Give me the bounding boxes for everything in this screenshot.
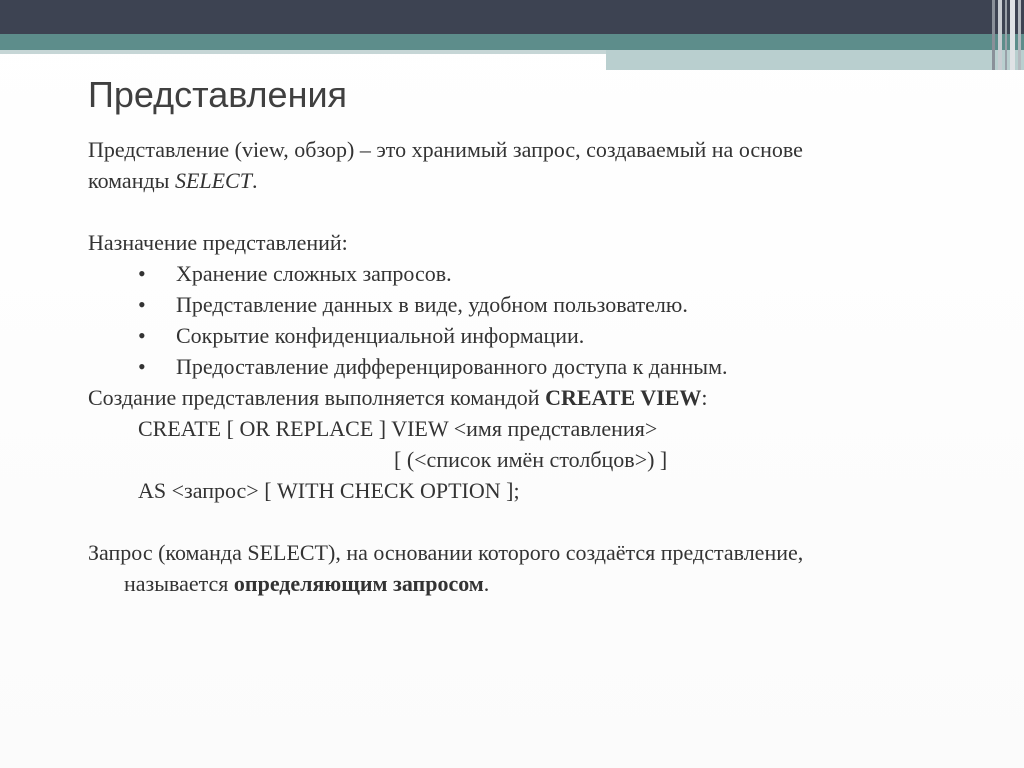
header-light-band-right	[606, 50, 1024, 70]
bullet-dot: •	[138, 261, 146, 286]
bullet-item	[88, 258, 968, 289]
bullet-item	[88, 320, 968, 351]
bullet-item	[88, 351, 968, 382]
definition-period: .	[251, 168, 258, 193]
note-line-2	[88, 568, 968, 599]
spacer	[88, 506, 968, 537]
corner-stripes-decoration	[992, 0, 1024, 70]
create-view-keyword: CREATE VIEW	[545, 385, 702, 410]
defining-query-term: определяющим запросом	[233, 571, 484, 596]
note-line-1: Запрос (команда SELECT), на основании которого создаётся представление,	[88, 540, 804, 565]
bullet-dot: •	[138, 323, 146, 348]
slide-title: Представления	[88, 74, 348, 115]
bullet-dot: •	[138, 292, 146, 317]
definition-line-1: Представление (view, обзор) – это хранимый запрос, создаваемый на основе	[88, 137, 803, 162]
header-light-band-left	[0, 50, 606, 54]
definition-text: команды	[88, 168, 175, 193]
syntax-line-2: [ (<список имён столбцов>) ]	[394, 447, 668, 472]
creation-colon: :	[701, 385, 708, 410]
creation-intro	[88, 382, 968, 413]
select-keyword: SELECT	[174, 168, 252, 193]
syntax-line-1: CREATE [ OR REPLACE ] VIEW <имя представления>	[138, 416, 658, 441]
slide-body	[88, 134, 968, 599]
header-teal-band	[0, 34, 1024, 50]
bullet-text: Хранение сложных запросов.	[176, 261, 452, 286]
bullet-text: Предоставление дифференцированного доступа к данным.	[176, 354, 728, 379]
note-period: .	[483, 571, 490, 596]
header-dark-band	[0, 0, 1024, 34]
bullet-item	[88, 289, 968, 320]
note-text: называется	[124, 571, 234, 596]
spacer	[88, 196, 968, 227]
bullet-text: Представление данных в виде, удобном пользователю.	[176, 292, 688, 317]
purpose-heading: Назначение представлений:	[88, 230, 348, 255]
definition-line-2	[88, 165, 968, 196]
syntax-line-3: AS <запрос> [ WITH CHECK OPTION ];	[138, 478, 520, 503]
bullet-dot: •	[138, 354, 146, 379]
creation-intro-text: Создание представления выполняется командой	[88, 385, 546, 410]
bullet-text: Сокрытие конфиденциальной информации.	[176, 323, 585, 348]
